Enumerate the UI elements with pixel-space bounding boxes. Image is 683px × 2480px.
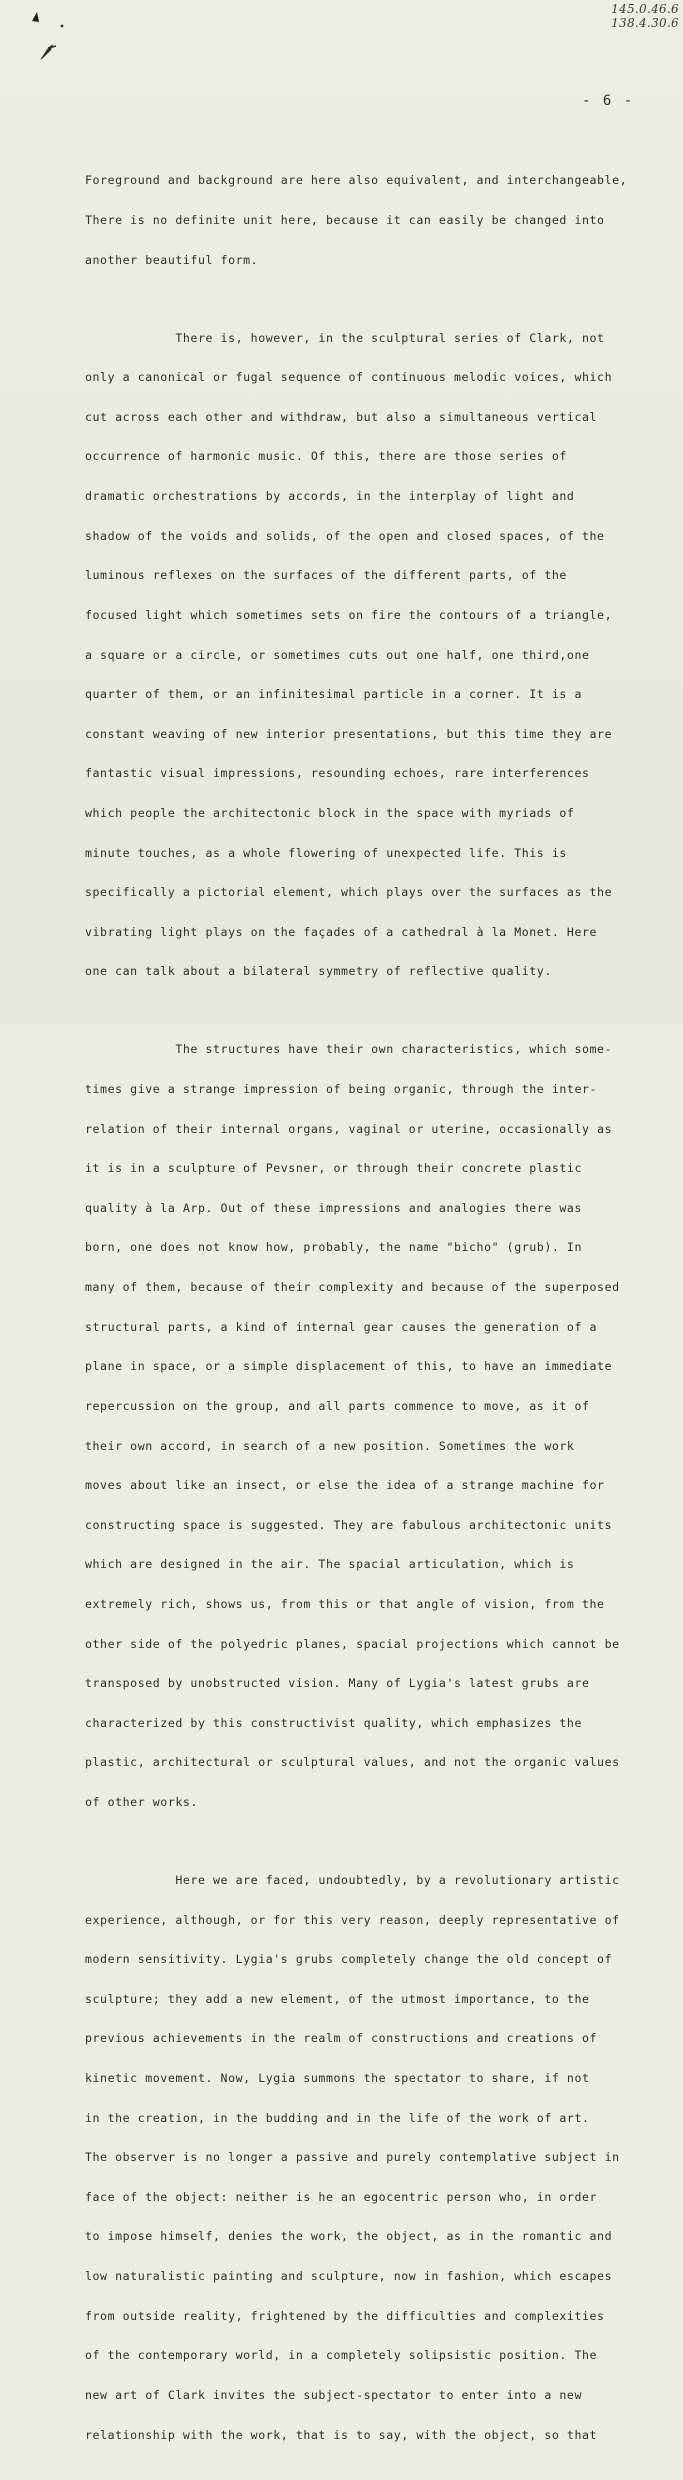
text-line: sculpture; they add a new element, of the utmost importance, to the xyxy=(85,1991,590,2006)
paragraph-3 xyxy=(85,1017,665,1836)
text-line: one can talk about a bilateral symmetry of reflective quality. xyxy=(85,964,552,979)
text-line: There is no definite unit here, because it can easily be changed into xyxy=(85,213,605,228)
text-line: which are designed in the air. The spacial articulation, which is xyxy=(85,1557,575,1572)
text-line: another beautiful form. xyxy=(85,252,259,267)
text-line: shadow of the voids and solids, of the open and closed spaces, of the xyxy=(85,528,605,543)
text-line: structural parts, a kind of internal gear causes the generation of a xyxy=(85,1319,598,1334)
text-line: fantastic visual impressions, resounding echoes, rare interferences xyxy=(85,766,590,781)
text-line: kinetic movement. Now, Lygia summons the spectator to share, if not xyxy=(85,2071,590,2086)
ink-mark-icon xyxy=(26,8,70,64)
text-line: born, one does not know how, probably, the name "bicho" (grub). In xyxy=(85,1240,582,1255)
text-line: quarter of them, or an infinitesimal particle in a corner. It is a xyxy=(85,687,582,702)
text-line: Here we are faced, undoubtedly, by a revolutionary artistic xyxy=(85,1873,620,1887)
text-line: There is, however, in the sculptural series of Clark, not xyxy=(85,330,605,345)
text-line: repercussion on the group, and all parts commence to move, as it of xyxy=(85,1398,590,1413)
text-line: cut across each other and withdraw, but also a simultaneous vertical xyxy=(85,409,598,424)
text-line: vibrating light plays on the façades of a cathedral à la Monet. Here xyxy=(85,924,598,939)
text-line: modern sensitivity. Lygia's grubs completely change the old concept of xyxy=(85,1952,613,1967)
archive-reference-code xyxy=(611,2,679,30)
text-line: from outside reality, frightened by the difficulties and complexities xyxy=(85,2308,605,2323)
text-line: transposed by unobstructed vision. Many of Lygia's latest grubs are xyxy=(85,1676,590,1691)
text-line: dramatic orchestrations by accords, in the interplay of light and xyxy=(85,489,575,504)
text-line: times give a strange impression of being organic, through the inter- xyxy=(85,1082,598,1097)
text-line: luminous reflexes on the surfaces of the different parts, of the xyxy=(85,568,567,583)
text-line: new art of Clark invites the subject-spectator to enter into a new xyxy=(85,2387,582,2402)
archive-code-line-2: 138.4.30.6 xyxy=(611,16,679,30)
text-line: constructing space is suggested. They are fabulous architectonic units xyxy=(85,1517,613,1532)
text-line: which people the architectonic block in the space with myriads of xyxy=(85,805,575,820)
document-body xyxy=(85,148,665,2480)
text-line: characterized by this constructivist quality, which emphasizes the xyxy=(85,1715,582,1730)
text-line: constant weaving of new interior presentations, but this time they are xyxy=(85,726,613,741)
text-line: The observer is no longer a passive and purely contemplative subject in xyxy=(85,2150,620,2165)
text-line: only a canonical or fugal sequence of continuous melodic voices, which xyxy=(85,370,613,385)
text-line: The structures have their own characteristics, which some- xyxy=(85,1042,613,1057)
text-line: plane in space, or a simple displacement of this, to have an immediate xyxy=(85,1359,613,1374)
text-line: of other works. xyxy=(85,1794,198,1809)
text-line: face of the object: neither is he an egocentric person who, in order xyxy=(85,2189,598,2204)
text-line: Foreground and background are here also equivalent, and interchangeable, xyxy=(85,173,628,188)
text-line: many of them, because of their complexity and because of the superposed xyxy=(85,1280,620,1295)
paragraph-1 xyxy=(85,148,665,293)
text-line: in the creation, in the budding and in the life of the work of art. xyxy=(85,2110,590,2125)
text-line: quality à la Arp. Out of these impressions and analogies there was xyxy=(85,1200,582,1215)
paragraph-4 xyxy=(85,1848,665,2469)
paragraph-2 xyxy=(85,305,665,1005)
text-line: of the contemporary world, in a completely solipsistic position. The xyxy=(85,2348,598,2363)
page-number: - 6 - xyxy=(582,93,635,109)
text-line: other side of the polyedric planes, spacial projections which cannot be xyxy=(85,1636,620,1651)
archive-code-line-1: 145.0.46.6 xyxy=(611,2,679,16)
text-line: it is in a sculpture of Pevsner, or through their concrete plastic xyxy=(85,1161,582,1176)
text-line: to impose himself, denies the work, the object, as in the romantic and xyxy=(85,2229,613,2244)
text-line: minute touches, as a whole flowering of unexpected life. This is xyxy=(85,845,567,860)
text-line: relationship with the work, that is to say, with the object, so that xyxy=(85,2427,598,2442)
text-line: occurrence of harmonic music. Of this, there are those series of xyxy=(85,449,567,464)
text-line: extremely rich, shows us, from this or that angle of vision, from the xyxy=(85,1596,605,1611)
text-line: focused light which sometimes sets on fire the contours of a triangle, xyxy=(85,607,613,622)
text-line: specifically a pictorial element, which plays over the surfaces as the xyxy=(85,885,613,900)
text-line: experience, although, or for this very reason, deeply representative of xyxy=(85,1912,620,1927)
text-line: plastic, architectural or sculptural values, and not the organic values xyxy=(85,1755,620,1770)
text-line: low naturalistic painting and sculpture, now in fashion, which escapes xyxy=(85,2269,613,2284)
text-line: moves about like an insect, or else the idea of a strange machine for xyxy=(85,1478,605,1493)
text-line: their own accord, in search of a new position. Sometimes the work xyxy=(85,1438,575,1453)
text-line: relation of their internal organs, vaginal or uterine, occasionally as xyxy=(85,1121,613,1136)
text-line: a square or a circle, or sometimes cuts out one half, one third,one xyxy=(85,647,590,662)
text-line: previous achievements in the realm of constructions and creations of xyxy=(85,2031,598,2046)
